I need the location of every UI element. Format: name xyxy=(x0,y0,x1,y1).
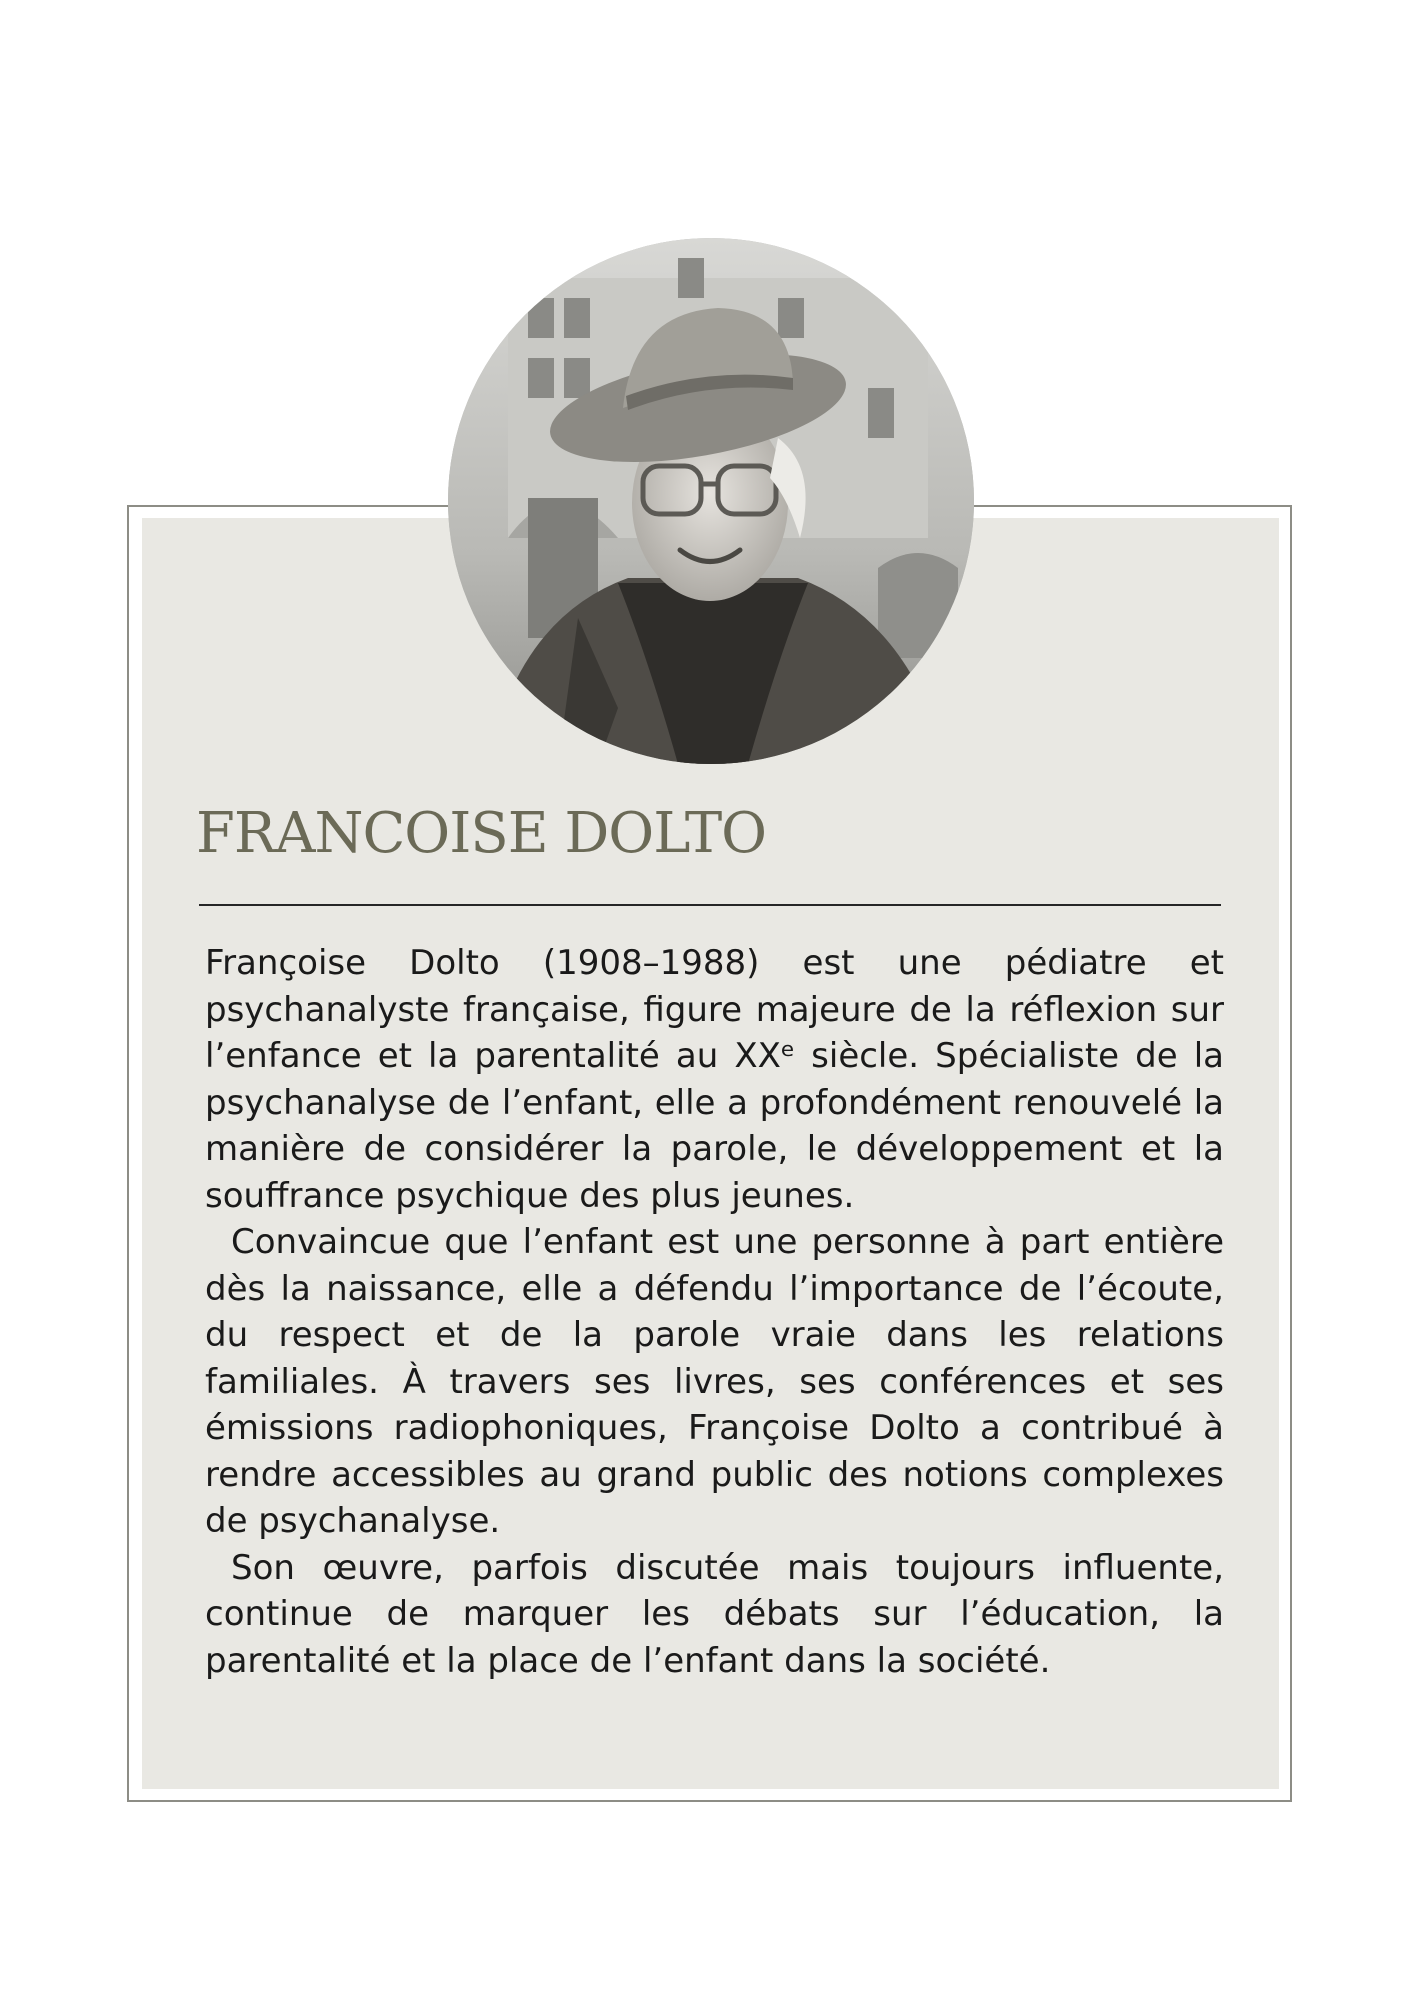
biography xyxy=(205,940,1224,1684)
bio-paragraph: Françoise Dolto (1908–1988) est une pédiatre et psychanalyste française, figure majeure de la réflexion sur l’enfance et la parentalité au XXᵉ siècle. Spécialiste de la psychanalyse de l’enfant, elle a profondément renouvelé la manière de considérer la parole, le développement et la souffrance psychique des plus jeunes. xyxy=(205,943,1224,1216)
bio-paragraph: Son œuvre, parfois discutée mais toujours influente, continue de marquer les débats sur l’éducation, la parentalité et la place de l’enfant dans la société. xyxy=(205,1547,1224,1681)
divider xyxy=(199,904,1221,906)
portrait-illustration xyxy=(448,238,974,764)
portrait-photo xyxy=(448,238,974,764)
bio-paragraph: Convaincue que l’enfant est une personne à part entière dès la naissance, elle a défendu l’importance de l’écoute, du respect et de la parole vraie dans les relations familiales. À travers ses livres, ses conférences et ses émissions radiophoniques, Françoise Dolto a contribué à rendre accessibles au grand public des notions complexes de psychanalyse. xyxy=(205,1222,1224,1541)
person-name: FRANCOISE DOLTO xyxy=(196,801,767,866)
